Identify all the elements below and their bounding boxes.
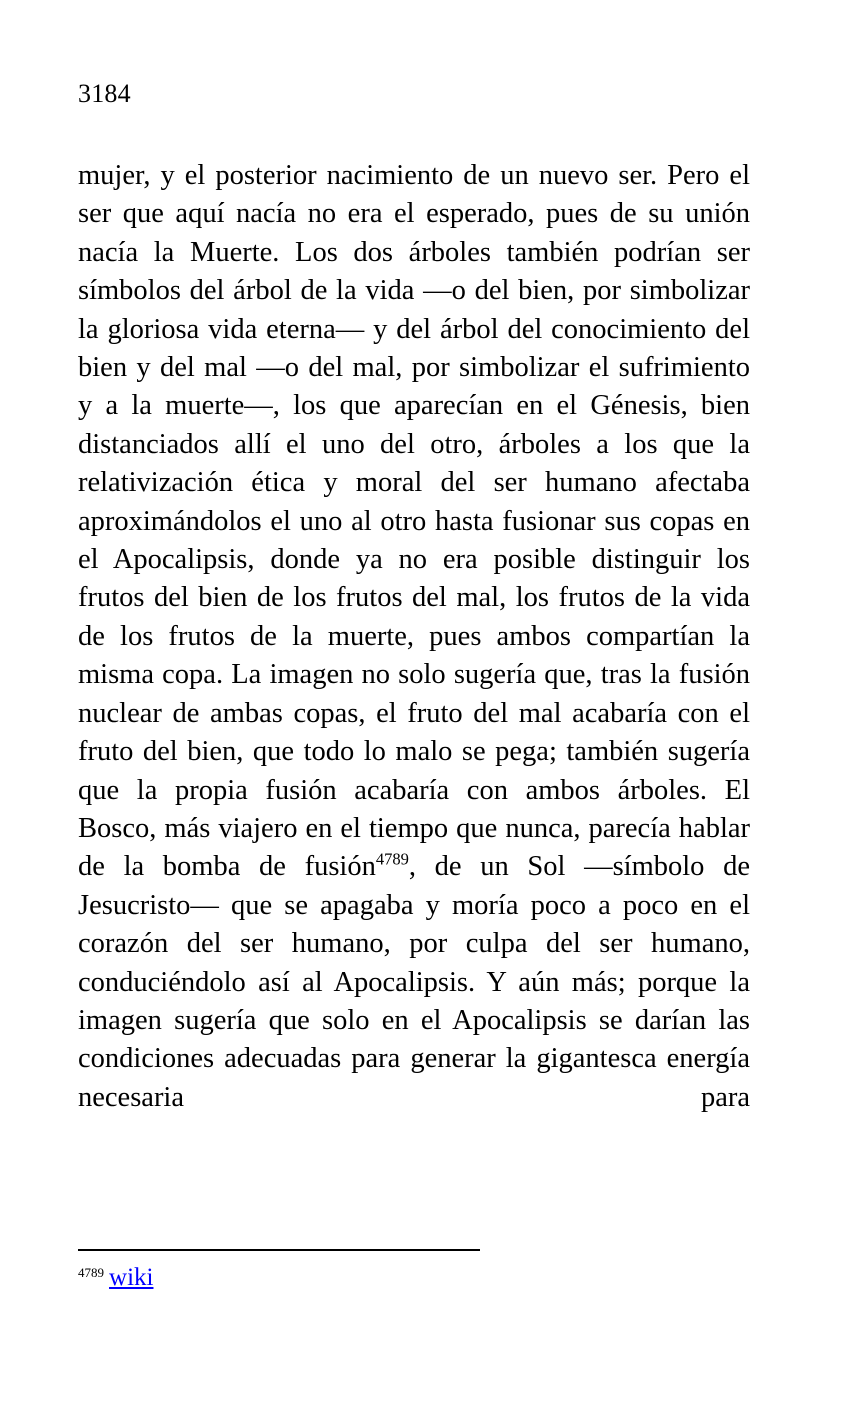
paragraph-text-before-footnote: mujer, y el posterior nacimiento de un nuevo ser. Pero el ser que aquí nacía no era el esperado, pues de su unión nacía la Muerte. Los dos árboles también podrían ser símbolos del árbol de la vida —o del bien, por simbolizar la gloriosa vida eterna— y del árbol del conocimiento del bien y del mal —o del mal, por simbolizar el sufrimiento y a la muerte—, los que aparecían en el Génesis, bien distanciados allí el uno del otro, árboles a los que la relativización ética y moral del ser humano afectaba aproximándolos el uno al otro hasta fusionar sus copas en el Apocalipsis, donde ya no era posible distinguir los frutos del bien de los frutos del mal, los frutos de la vida de los frutos de la muerte, pues ambos compartían la misma copa. La imagen no solo sugería que, tras la fusión nuclear de ambas copas, el fruto del mal acabaría con el fruto del bien, que todo lo malo se pega; también sugería que la propia fusión acabaría con ambos árboles. El Bosco, más viajero en el tiempo que nunca, parecía hablar de la bomba de fusión <box>78 160 750 883</box>
footnote-wiki-link[interactable]: wiki <box>109 1264 154 1291</box>
body-paragraph <box>78 157 750 1156</box>
page-number: 3184 <box>78 79 131 108</box>
footnote-separator-rule <box>78 1249 480 1251</box>
paragraph-text-after-footnote: , de un Sol —símbolo de Jesucristo— que se apagaba y moría poco a poco en el corazón del ser humano, por culpa del ser humano, conduciéndolo así al Apocalipsis. Y aún más; porque la imagen sugería que solo en el Apocalipsis se darían las condiciones adecuadas para generar la gigantesca energía necesaria para <box>78 851 750 1113</box>
body-text-block <box>78 157 750 1156</box>
footnote-number: 4789 <box>78 1265 105 1280</box>
footnote-reference-marker[interactable]: 4789 <box>375 849 409 869</box>
footnote-item <box>78 1265 750 1291</box>
footnote-area <box>78 1249 750 1291</box>
